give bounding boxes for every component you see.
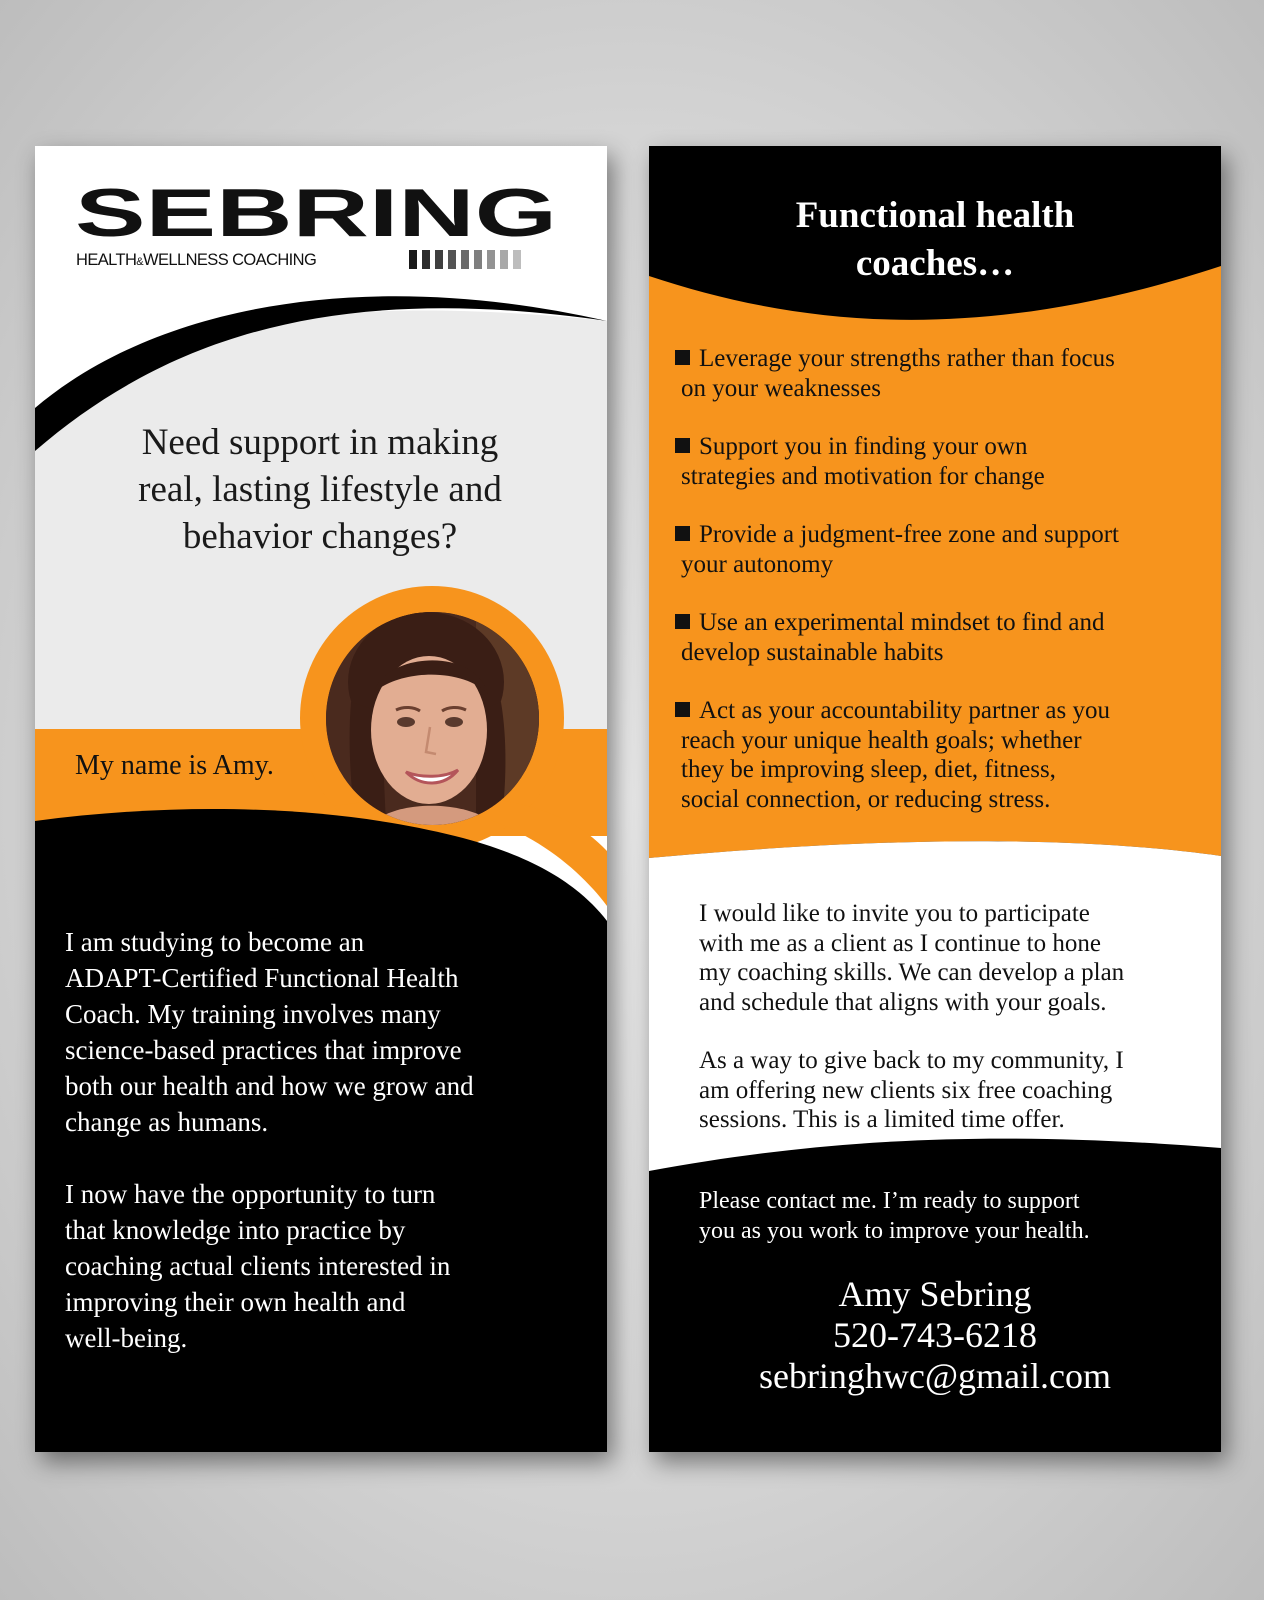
logo-bar <box>448 250 456 269</box>
benefit-line: Provide a judgment-free zone and support <box>675 520 1195 550</box>
benefit-line: Support you in finding your own <box>675 432 1195 462</box>
text-line: I would like to invite you to participate <box>699 900 1090 927</box>
logo-tagline-amp: & <box>136 256 144 268</box>
text-line: change as humans. <box>65 1107 269 1137</box>
benefit-item <box>675 432 1195 491</box>
logo-tagline-health: HEALTH <box>76 251 137 269</box>
benefit-item <box>675 344 1195 403</box>
benefit-line: social connection, or reducing stress. <box>681 785 1051 813</box>
benefit-item <box>675 608 1195 667</box>
benefit-line: strategies and motivation for change <box>681 462 1045 490</box>
benefit-line: Leverage your strengths rather than focus <box>675 344 1195 374</box>
logo-bar <box>487 250 495 269</box>
text-line: both our health and how we grow and <box>65 1071 474 1101</box>
logo-bar <box>422 250 430 269</box>
invite-paragraph <box>699 899 1199 1017</box>
square-bullet-icon <box>675 702 690 717</box>
text-line: ADAPT-Certified Functional Health <box>65 963 459 993</box>
logo-tagline <box>76 251 316 270</box>
benefit-item <box>675 696 1195 814</box>
benefit-line: on your weaknesses <box>681 374 881 402</box>
square-bullet-icon <box>675 438 690 453</box>
logo-bar <box>500 250 508 269</box>
portrait-photo <box>326 612 539 825</box>
text-line: that knowledge into practice by <box>65 1215 406 1245</box>
intro-name: My name is Amy. <box>75 750 274 781</box>
square-bullet-icon <box>675 350 690 365</box>
logo-wordmark <box>75 182 565 242</box>
headline-line: Need support in making <box>141 422 499 463</box>
back-title-line: coaches… <box>855 243 1015 284</box>
front-paragraph-1 <box>65 924 585 1140</box>
headline-line: real, lasting lifestyle and <box>138 469 502 510</box>
benefit-line: Use an experimental mindset to find and <box>675 608 1195 638</box>
benefit-line: Act as your accountability partner as you <box>675 696 1195 726</box>
text-line: improving their own health and <box>65 1287 406 1317</box>
portrait-illustration <box>326 612 539 825</box>
back-title <box>649 192 1221 288</box>
back-title-line: Functional health <box>795 195 1075 236</box>
logo-tagline-wellness: WELLNESS COACHING <box>143 251 317 269</box>
text-line: sessions. This is a limited time offer. <box>699 1106 1065 1133</box>
front-headline <box>65 419 575 560</box>
text-line: you as you work to improve your health. <box>699 1217 1090 1244</box>
benefit-line: reach your unique health goals; whether <box>681 726 1082 754</box>
offer-paragraph <box>699 1046 1199 1135</box>
text-line: with me as a client as I continue to hone <box>699 929 1101 957</box>
front-card <box>35 146 607 1452</box>
contact-name: Amy Sebring <box>838 1274 1032 1314</box>
text-line: well-being. <box>65 1323 188 1353</box>
text-line: my coaching skills. We can develop a plan <box>699 959 1125 986</box>
logo-bar <box>435 250 443 269</box>
benefit-line: they be improving sleep, diet, fitness, <box>681 756 1056 783</box>
front-body-text <box>65 924 585 1392</box>
logo-gradient-bars <box>409 250 521 269</box>
square-bullet-icon <box>675 614 690 629</box>
logo-bar <box>474 250 482 269</box>
back-card <box>649 146 1221 1452</box>
text-line: science-based practices that improve <box>65 1035 462 1065</box>
text-line: and schedule that aligns with your goals. <box>699 988 1107 1016</box>
text-line: coaching actual clients interested in <box>65 1251 451 1281</box>
logo-bar <box>409 250 417 269</box>
headline-line: behavior changes? <box>182 516 458 557</box>
logo-bar <box>513 250 521 269</box>
contact-phone[interactable]: 520-743-6218 <box>833 1315 1037 1355</box>
contact-email[interactable]: sebringhwc@gmail.com <box>758 1356 1112 1396</box>
text-line: As a way to give back to my community, I <box>699 1047 1124 1074</box>
benefit-line: your autonomy <box>681 550 834 578</box>
text-line: am offering new clients six free coaching <box>699 1076 1113 1104</box>
square-bullet-icon <box>675 526 690 541</box>
benefit-line: develop sustainable habits <box>681 638 944 666</box>
front-paragraph-2 <box>65 1176 585 1356</box>
logo-bar <box>461 250 469 269</box>
coach-benefits-list <box>675 344 1195 843</box>
logo-wordmark-text: SEBRING <box>75 182 557 242</box>
text-line: Coach. My training involves many <box>65 999 441 1029</box>
benefit-item <box>675 520 1195 579</box>
text-line: I am studying to become an <box>65 927 365 957</box>
text-line: Please contact me. I’m ready to support <box>699 1188 1080 1214</box>
text-line: I now have the opportunity to turn <box>65 1179 436 1209</box>
contact-note <box>699 1187 1199 1246</box>
